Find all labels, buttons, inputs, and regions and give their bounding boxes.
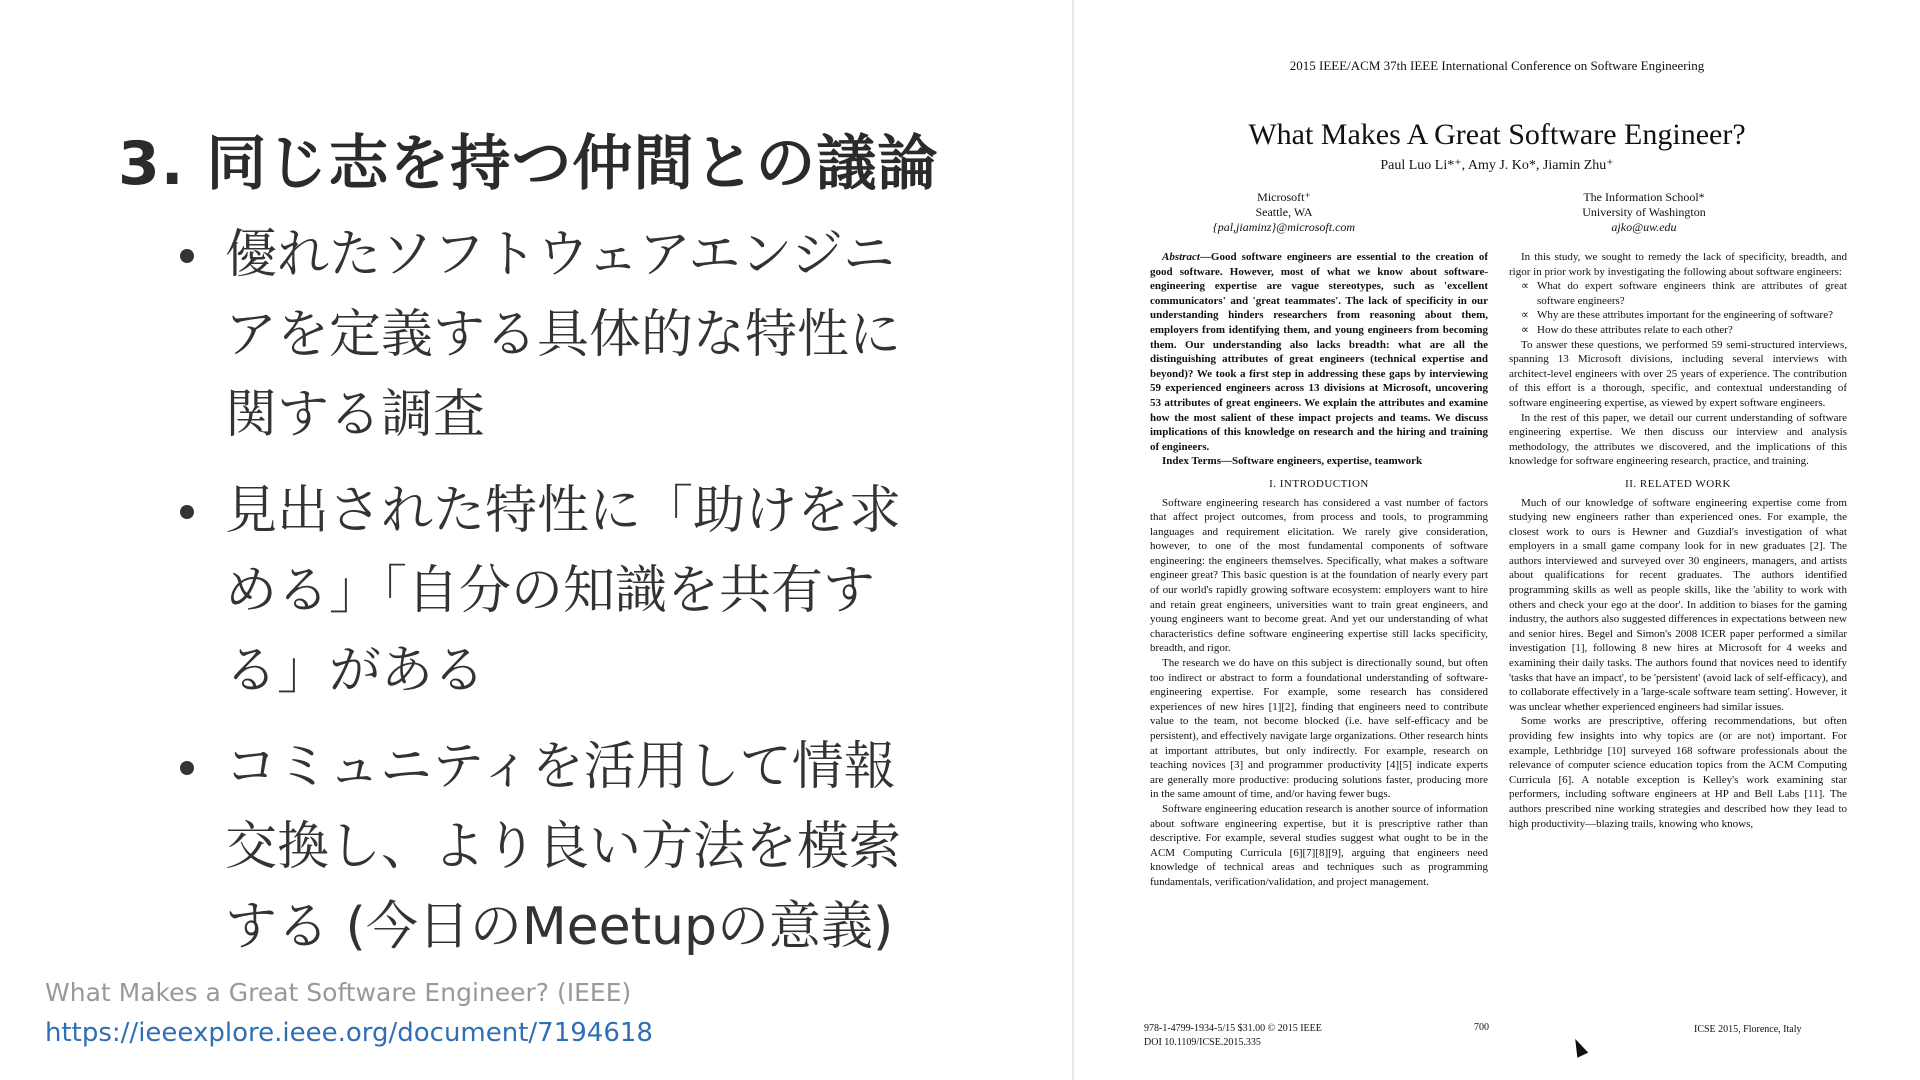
paragraph: Some works are prescriptive, offering recommendations, but often providing few insights into why topics are (or are not) important. For example, Lethbridge [10] surveyed 168 software professionals about the relevance of computer science education topics from the ACM Computing Curricula [6]. A notable exception is Kelley's work examining star performers, including software engineers at HP and Bell Labs [11]. The authors prescribed nine working strategies and described how they lead to high productivity—blazing trails, knowing who knows,: [1509, 715, 1847, 830]
bullet-item: [170, 471, 910, 711]
bullet-list: [170, 215, 910, 983]
paper-conference: 2015 IEEE/ACM 37th IEEE International Conference on Software Engineering: [1289, 58, 1705, 73]
footer-doi: DOI 10.1109/ICSE.2015.335: [1144, 1037, 1261, 1048]
paper-page-number: 700: [1474, 1022, 1489, 1033]
bullet-dot-icon: [180, 505, 194, 519]
bullet-text: 見出された特性に「助けを求める」「自分の知識を共有する」がある: [225, 481, 902, 701]
question-list: [1509, 279, 1847, 337]
affiliation-city: University of Washington: [1582, 205, 1706, 219]
paragraph: In the rest of this paper, we detail our current understanding of software engineering expertise. We then discuss our interview and analysis methodology, the attributes we discovered, and the implications of this knowledge for software engineering research, practice, and training.: [1509, 411, 1847, 468]
affiliation-city: Seattle, WA: [1255, 205, 1313, 219]
affiliation-org: Microsoft⁺: [1257, 190, 1311, 204]
footer-isbn: 978-1-4799-1934-5/15 $31.00 © 2015 IEEE: [1144, 1023, 1322, 1034]
paragraph: Much of our knowledge of software engineering expertise come from studying new engineers rather than experienced ones. For example, the closest work to ours is Hewner and Guzdial's investigation of what employers in a small game company look for in new graduates [2]. The authors interviewed and surveyed over 30 engineers, managers, and artists about qualifications for recent graduates. The authors identified programming skills as well as people skills, like the 'ability to work with others and check your ego at the door'. In addition to biases for the gaming industry, the authors also suggested differences in expectations between new and senior hires. Begel and Simon's 2008 ICER paper performed a similar investigation [1], following 8 new hires at Microsoft for 4 weeks and examining their daily tasks. The authors found that novices need to identify 'tasks that have an impact', to be 'persistent' (avoid lack of self-efficacy), and to collaborate effectively in a 'large-scale software team setting'. However, it was unclear whether experienced engineers had similar issues.: [1509, 496, 1847, 713]
question-item: ∝ What do expert software engineers think are attributes of great software engineers?: [1537, 279, 1847, 308]
paper-column-right: [1509, 250, 1847, 990]
paragraph: The research we do have on this subject is directionally sound, but often too indirect or abstract to form a foundational understanding of software-engineering expertise. For example, some research has considered experiences of new hires [1][2], finding that engineers need to contribute value to the team, not become blocked (i.e. have self-efficacy and be persistent), and effectively navigate large organizations. Other research hints at important attributes, but only indirectly. For example, research on teaching novices [3] and programmer productivity [4][5] indicate experts are generally more productive: producing solutions faster, producing more in the same amount of time, and/or having fewer bugs.: [1150, 657, 1488, 801]
abstract-label: Abstract: [1162, 251, 1200, 263]
paragraph: To answer these questions, we performed 59 semi-structured interviews, spanning 13 Microsoft divisions, including several interviews with architect-level engineers with over 25 years of experience. The contribution of this effort is a thorough, specific, and contextual understanding of software engineering expertise, as viewed by expert software engineers.: [1509, 338, 1847, 409]
paragraph: Software engineering education research is another source of information about software engineering expertise, but it is prescriptive rather than descriptive. For example, several studies suggest what ought to be in the ACM Computing Curricula [6][7][8][9], arguing that engineers need knowledge of technical areas and techniques such as programming fundamentals, verification/validation, and project management.: [1150, 802, 1488, 888]
paper-authors: Paul Luo Li*⁺, Amy J. Ko*, Jiamin Zhu⁺: [1380, 158, 1614, 173]
bullet-text: 優れたソフトウェアエンジニアを定義する具体的な特性に関する調査: [225, 225, 902, 445]
paper-footer-left: [1144, 1022, 1322, 1050]
index-terms: Index Terms—Software engineers, expertise, teamwork: [1162, 455, 1423, 468]
section-title: II. RELATED WORK: [1625, 477, 1731, 490]
affiliation-org: The Information School*: [1583, 190, 1705, 204]
affiliation-left: [1134, 190, 1434, 235]
bullet-dot-icon: [180, 249, 194, 263]
paper-page: [1074, 0, 1920, 1080]
question-item: ∝ How do these attributes relate to each other?: [1537, 323, 1847, 338]
slide-heading: 3. 同じ志を持つ仲間との議論: [118, 129, 939, 199]
abstract-text: —Good software engineers are essential to the creation of good software. However, most of what we know about software-engineering expertise are vague stereotypes, such as 'excellent communicators' and 'great teammates'. The lack of specificity in our understanding hinders researchers from reasoning about them, employers from identifying them, and young engineers from becoming them. Our understanding also lacks breadth: what are all the distinguishing attributes of great engineers (technical expertise and beyond)? We took a first step in addressing these gaps by interviewing 59 experienced engineers across 13 divisions at Microsoft, uncovering 53 attributes of great engineers. We explain the attributes and examine how the most salient of these impact projects and teams. We discuss implications of this knowledge on research and the hiring and training of engineers.: [1150, 251, 1488, 453]
paper-footer-right: ICSE 2015, Florence, Italy: [1694, 1024, 1802, 1035]
bullet-item: [170, 727, 910, 967]
bullet-dot-icon: [180, 761, 194, 775]
affiliation-email: {pal,jiaminz}@microsoft.com: [1212, 220, 1356, 234]
paragraph: In this study, we sought to remedy the lack of specificity, breadth, and rigor in prior work by investigating the following about software engineers:: [1509, 251, 1847, 278]
paper-column-left: [1150, 250, 1488, 970]
paragraph: Software engineering research has considered a vast number of factors that affect project outcomes, from process and tools, to programming languages and requirement elicitation. We rarely give consideration, however, to one of the most fundamental components of software engineering: the engineers themselves. Specifically, what makes a software engineer great? This basic question is at the foundation of nearly every part of our world's rapidly growing software ecosystem: employers want to hire and retain great engineers, universities want to train great engineers, and young engineers want to become great. And yet our understanding of what characteristics define software engineering expertise still lacks specificity, breadth, and rigor.: [1150, 496, 1488, 655]
source-link[interactable]: https://ieeexplore.ieee.org/document/7194618: [45, 1018, 653, 1048]
paper-title: What Makes A Great Software Engineer?: [1248, 118, 1746, 151]
affiliation-email: ajko@uw.edu: [1611, 220, 1677, 234]
source-caption: What Makes a Great Software Engineer? (IEEE): [45, 978, 632, 1007]
bullet-item: [170, 215, 910, 455]
question-item: ∝ Why are these attributes important for the engineering of software?: [1537, 308, 1847, 323]
bullet-text: コミュニティを活用して情報交換し、より良い方法を模索する (今日のMeetupの意義): [225, 737, 902, 957]
affiliation-right: [1494, 190, 1794, 235]
section-title: I. INTRODUCTION: [1269, 477, 1369, 490]
abstract: [1150, 250, 1488, 454]
